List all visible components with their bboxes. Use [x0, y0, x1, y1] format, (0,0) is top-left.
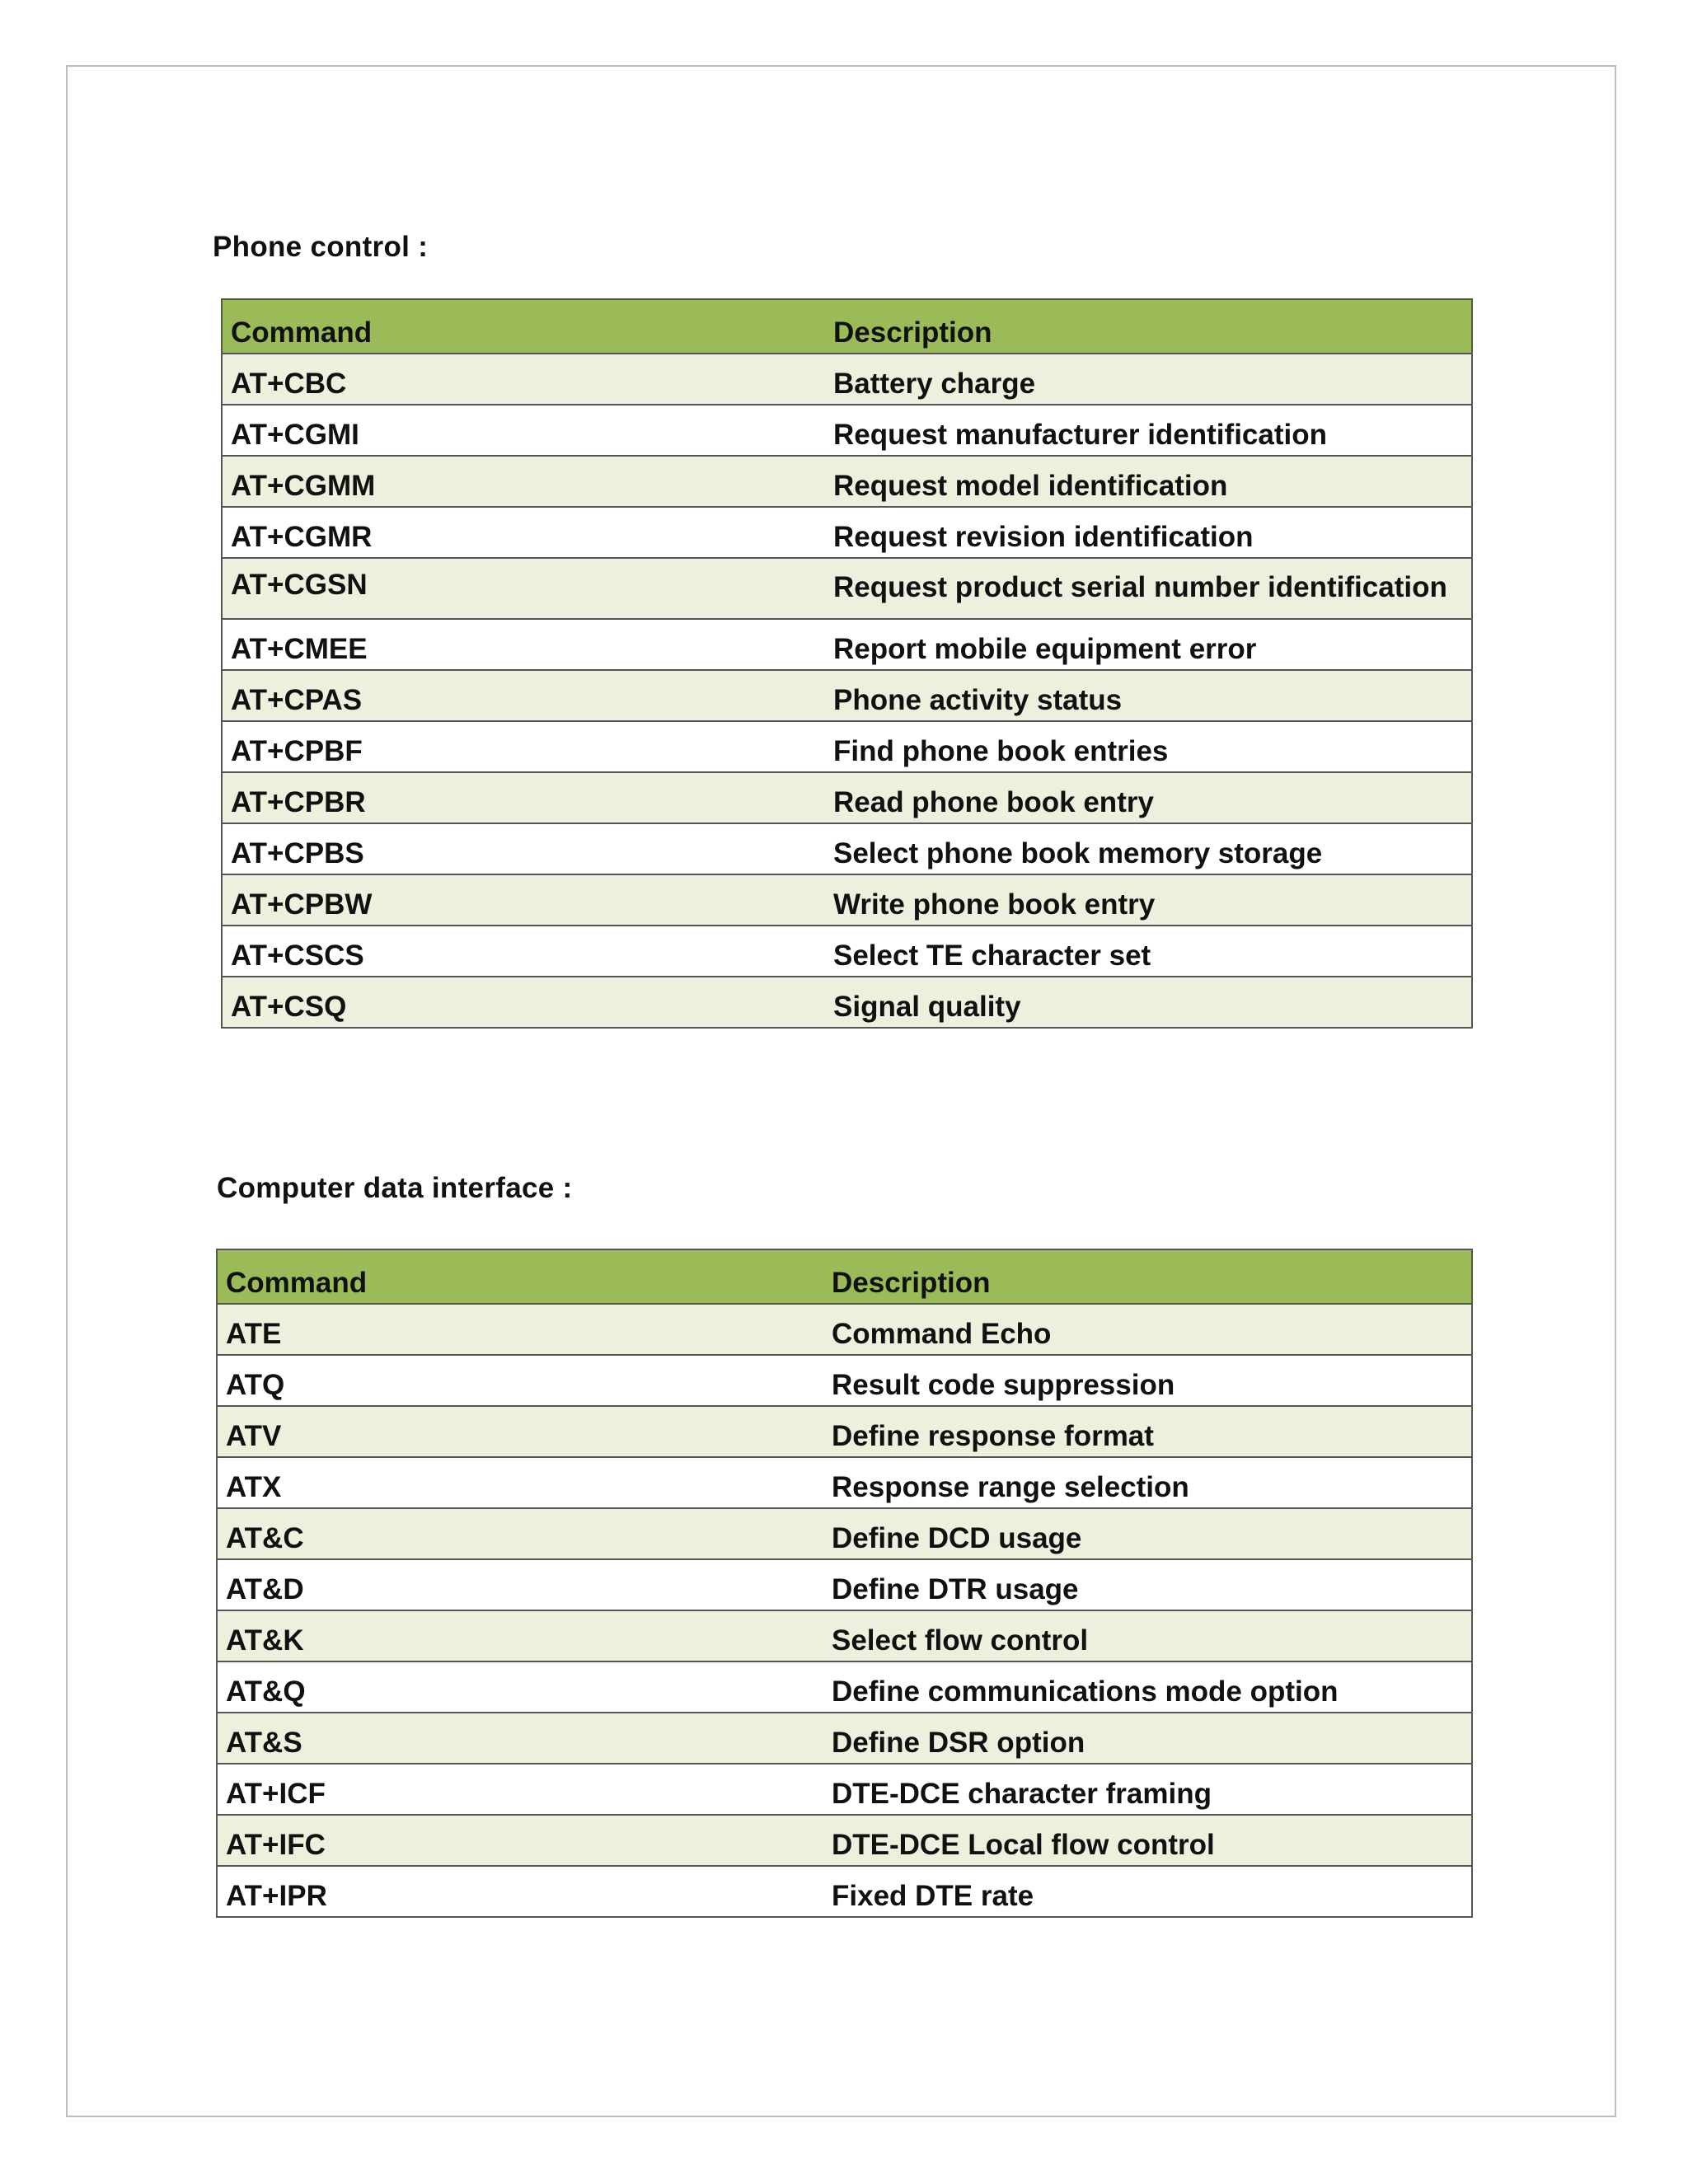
description-cell: Write phone book entry — [825, 874, 1472, 926]
description-cell: Fixed DTE rate — [823, 1866, 1472, 1917]
table-row — [217, 1457, 1472, 1508]
description-cell: Select flow control — [823, 1610, 1472, 1661]
description-cell: Define communications mode option — [823, 1661, 1472, 1713]
description-cell: Define DTR usage — [823, 1559, 1472, 1610]
command-cell: AT+CGMI — [222, 405, 825, 456]
table-row — [217, 1304, 1472, 1355]
description-cell: Define response format — [823, 1406, 1472, 1457]
command-cell: AT+ICF — [217, 1764, 823, 1815]
computer-data-interface-table — [216, 1249, 1473, 1918]
description-cell: Read phone book entry — [825, 772, 1472, 823]
description-cell: Battery charge — [825, 354, 1472, 405]
command-cell: AT+CPBR — [222, 772, 825, 823]
command-cell: AT&C — [217, 1508, 823, 1559]
table-row — [222, 670, 1472, 721]
description-cell: Define DSR option — [823, 1713, 1472, 1764]
description-cell: Response range selection — [823, 1457, 1472, 1508]
command-cell: ATE — [217, 1304, 823, 1355]
column-header-description: Description — [825, 299, 1472, 354]
command-cell: AT&Q — [217, 1661, 823, 1713]
table-row — [222, 874, 1472, 926]
table-row — [217, 1764, 1472, 1815]
table-row — [217, 1713, 1472, 1764]
command-cell: AT+CMEE — [222, 619, 825, 670]
description-cell: Define DCD usage — [823, 1508, 1472, 1559]
table-row — [222, 977, 1472, 1028]
command-cell: AT&D — [217, 1559, 823, 1610]
phone-control-table — [221, 298, 1473, 1029]
command-cell: AT+CGMM — [222, 456, 825, 507]
description-cell: Command Echo — [823, 1304, 1472, 1355]
command-cell: AT+IPR — [217, 1866, 823, 1917]
description-cell: Report mobile equipment error — [825, 619, 1472, 670]
command-cell: AT+CGMR — [222, 507, 825, 558]
table-row — [217, 1610, 1472, 1661]
description-cell: Find phone book entries — [825, 721, 1472, 772]
table-row — [222, 558, 1472, 619]
table-row — [217, 1815, 1472, 1866]
command-cell: ATX — [217, 1457, 823, 1508]
table-row — [222, 823, 1472, 874]
command-cell: AT+CPBW — [222, 874, 825, 926]
section-heading-computer-data-interface: Computer data interface : — [217, 1172, 573, 1204]
table-row — [217, 1406, 1472, 1457]
description-cell: Request manufacturer identification — [825, 405, 1472, 456]
table-row — [222, 405, 1472, 456]
command-cell: AT+CPBF — [222, 721, 825, 772]
table-row — [222, 619, 1472, 670]
table-row — [217, 1559, 1472, 1610]
table-row — [217, 1355, 1472, 1406]
table-header-row — [217, 1249, 1472, 1304]
column-header-command: Command — [217, 1249, 823, 1304]
table-row — [222, 772, 1472, 823]
command-cell: AT+CPBS — [222, 823, 825, 874]
table-row — [217, 1508, 1472, 1559]
command-cell: AT&K — [217, 1610, 823, 1661]
table-row — [217, 1661, 1472, 1713]
description-cell: Select phone book memory storage — [825, 823, 1472, 874]
table-row — [222, 507, 1472, 558]
table-row — [222, 354, 1472, 405]
description-cell: DTE-DCE Local flow control — [823, 1815, 1472, 1866]
description-cell: Request product serial number identification — [825, 558, 1472, 619]
table-row — [217, 1866, 1472, 1917]
description-cell: Request revision identification — [825, 507, 1472, 558]
command-cell: AT+CPAS — [222, 670, 825, 721]
table-row — [222, 456, 1472, 507]
command-cell: AT+IFC — [217, 1815, 823, 1866]
command-cell: ATV — [217, 1406, 823, 1457]
description-cell: Select TE character set — [825, 926, 1472, 977]
description-cell: Request model identification — [825, 456, 1472, 507]
description-cell: DTE-DCE character framing — [823, 1764, 1472, 1815]
table-row — [222, 926, 1472, 977]
description-cell: Signal quality — [825, 977, 1472, 1028]
command-cell: AT+CGSN — [222, 558, 825, 619]
command-cell: ATQ — [217, 1355, 823, 1406]
command-cell: AT+CSQ — [222, 977, 825, 1028]
table-row — [222, 721, 1472, 772]
command-cell: AT&S — [217, 1713, 823, 1764]
command-cell: AT+CBC — [222, 354, 825, 405]
table-header-row — [222, 299, 1472, 354]
description-cell: Result code suppression — [823, 1355, 1472, 1406]
section-heading-phone-control: Phone control : — [213, 231, 429, 263]
column-header-description: Description — [823, 1249, 1472, 1304]
command-cell: AT+CSCS — [222, 926, 825, 977]
description-cell: Phone activity status — [825, 670, 1472, 721]
column-header-command: Command — [222, 299, 825, 354]
